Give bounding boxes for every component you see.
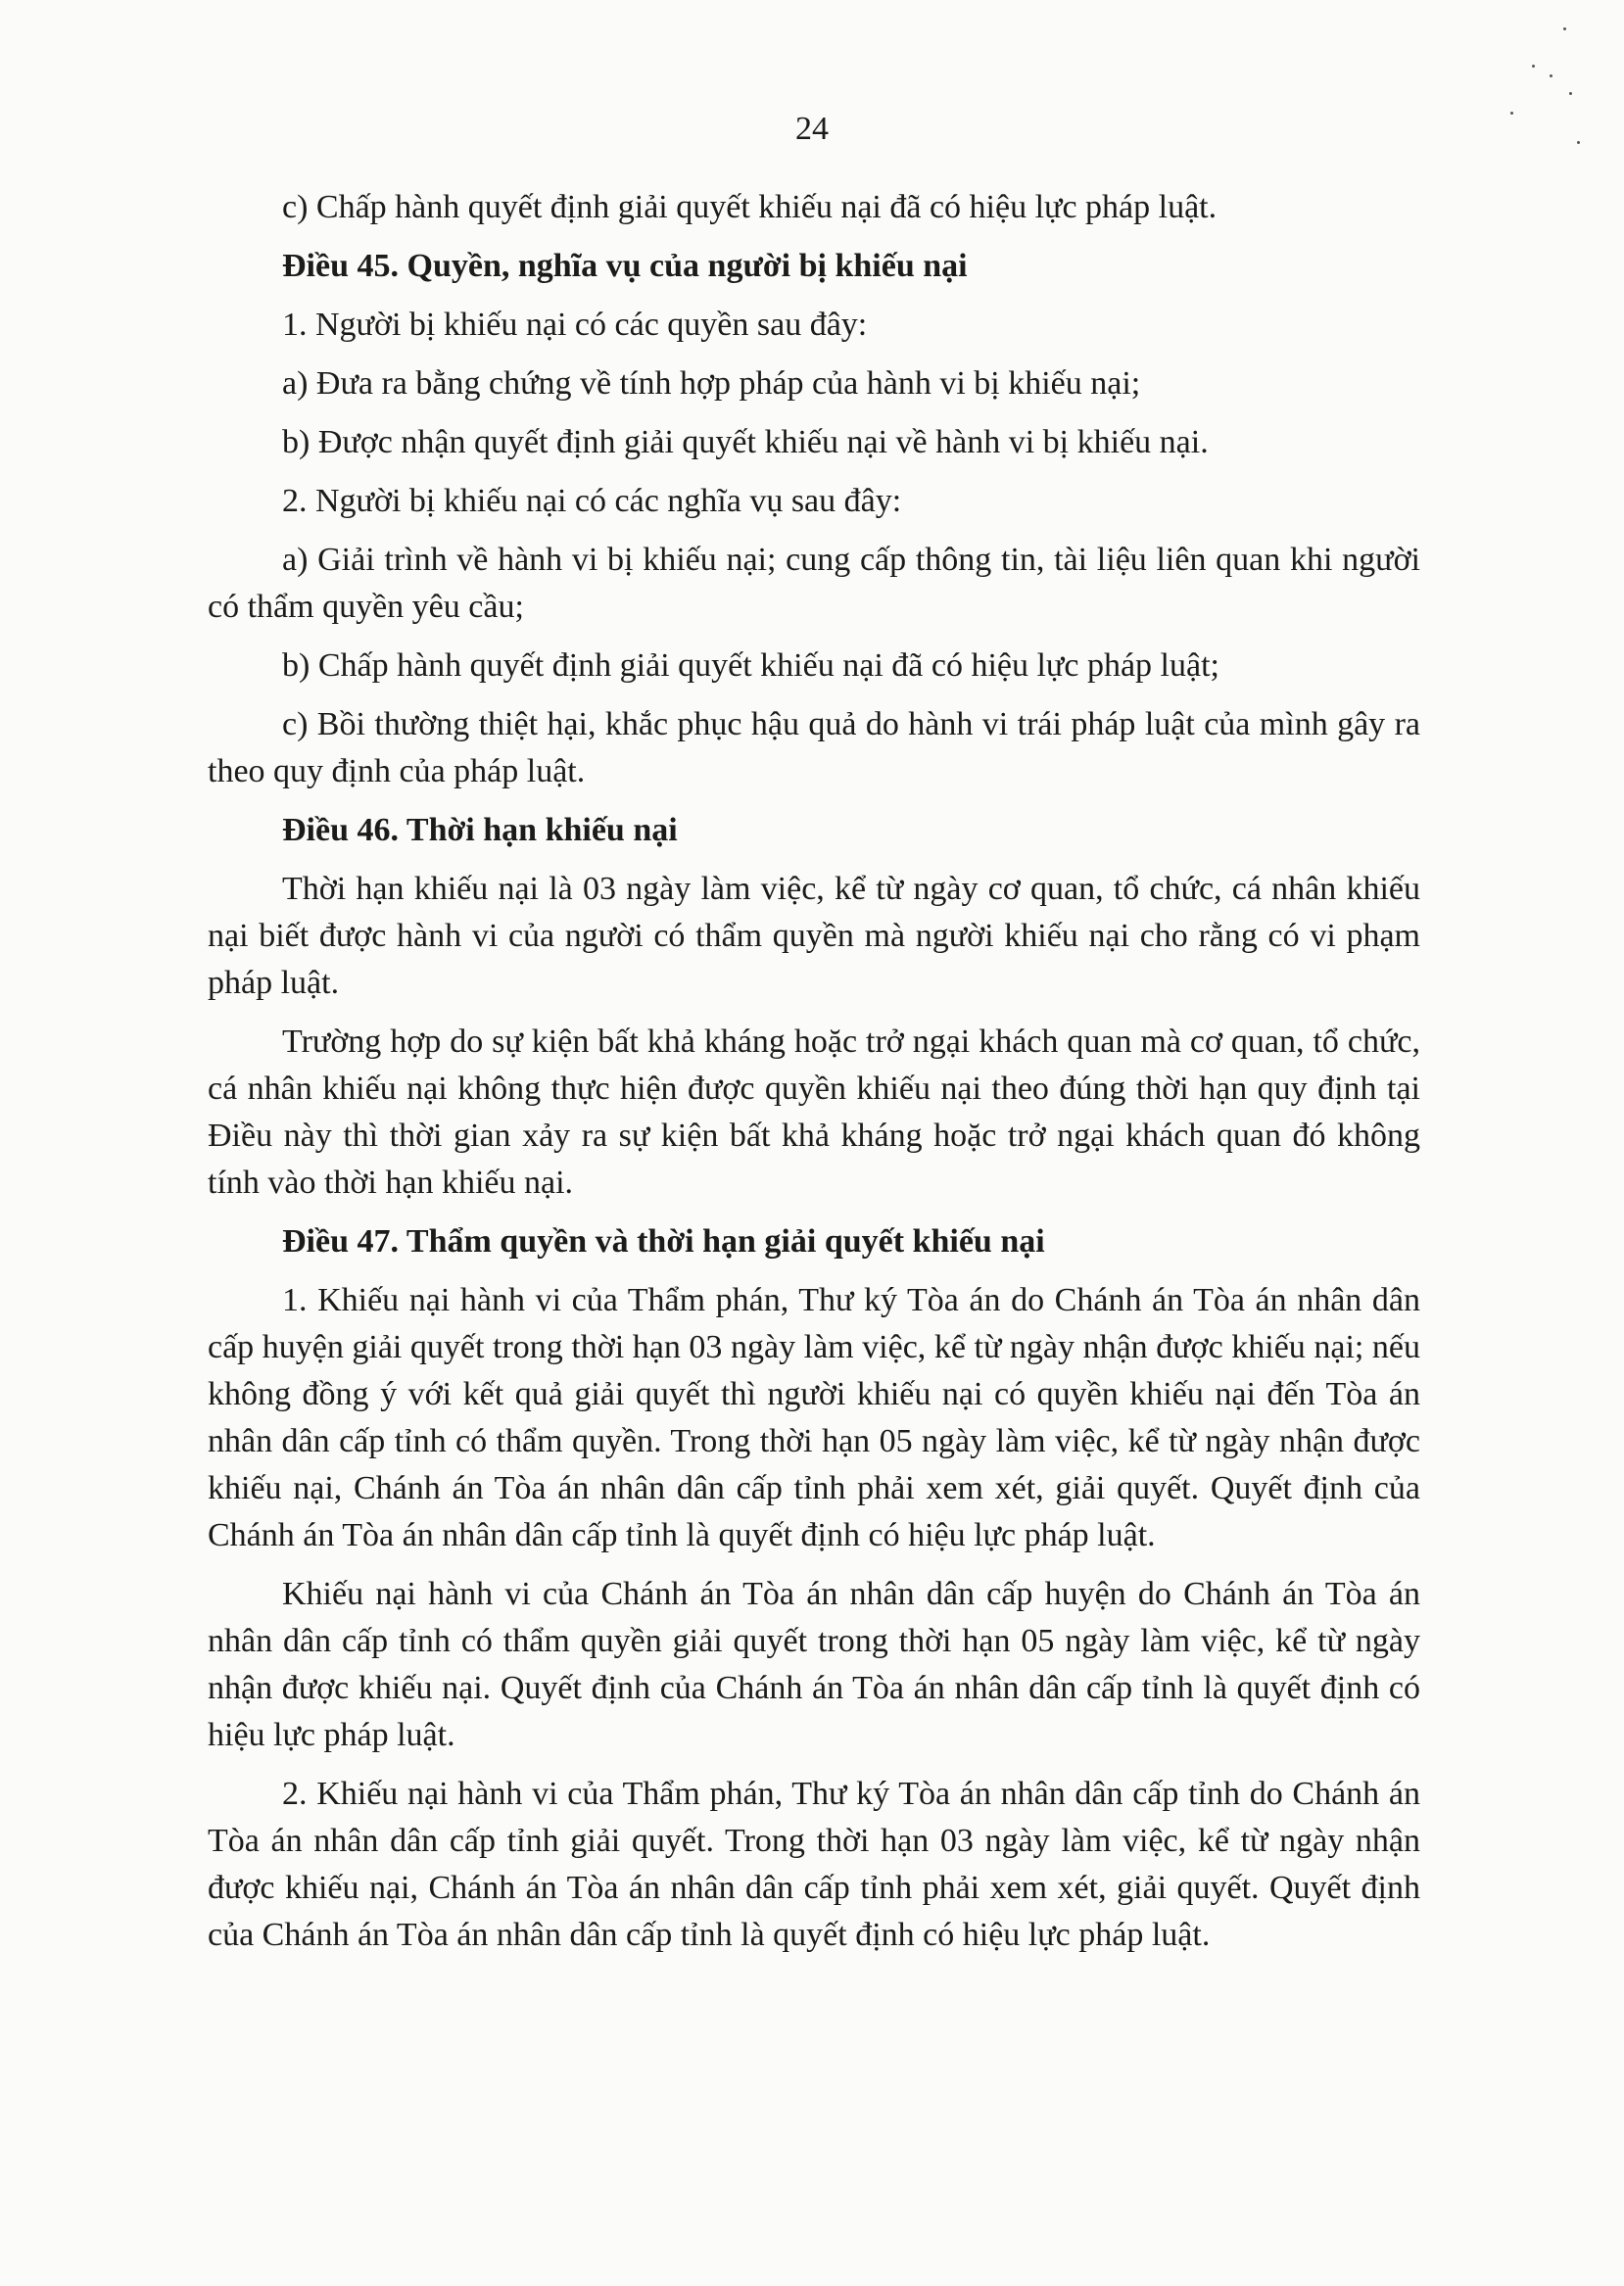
paragraph-duties-intro: 2. Người bị khiếu nại có các nghĩa vụ sau đây: (282, 483, 902, 519)
scan-speck (1550, 74, 1552, 77)
paragraph-provincial-court-complaints: 2. Khiếu nại hành vi của Thẩm phán, Thư ký Tòa án nhân dân cấp tỉnh do Chánh án Tòa án nhân dân cấp tỉnh giải quyết. Trong thời hạn 03 ngày làm việc, kể từ ngày nhận được khiếu nại, Chánh án Tòa án nhân dân cấp tỉnh phải xem xét, giải quyết. Quyết định của Chánh án Tòa án nhân dân cấp tỉnh là quyết định có hiệu lực pháp luật. (208, 1776, 1420, 1953)
paragraph-duty-a: a) Giải trình về hành vi bị khiếu nại; cung cấp thông tin, tài liệu liên quan khi người có thẩm quyền yêu cầu; (208, 542, 1420, 625)
page-number: 24 (795, 111, 829, 147)
paragraph-force-majeure: Trường hợp do sự kiện bất khả kháng hoặc trở ngại khách quan mà cơ quan, tổ chức, cá nhân khiếu nại không thực hiện được quyền khiếu nại theo đúng thời hạn quy định tại Điều này thì thời gian xảy ra sự kiện bất khả kháng hoặc trở ngại khách quan đó không tính vào thời hạn khiếu nại. (208, 1024, 1420, 1201)
scan-speck (1569, 92, 1572, 95)
paragraph-rights-intro: 1. Người bị khiếu nại có các quyền sau đây: (282, 307, 868, 343)
paragraph-right-b: b) Được nhận quyết định giải quyết khiếu nại về hành vi bị khiếu nại. (282, 424, 1209, 460)
scan-speck (1563, 27, 1566, 30)
paragraph-c-enforce-decision: c) Chấp hành quyết định giải quyết khiếu nại đã có hiệu lực pháp luật. (282, 189, 1218, 225)
paragraph-duty-b: b) Chấp hành quyết định giải quyết khiếu nại đã có hiệu lực pháp luật; (282, 647, 1219, 684)
article-47-heading: Điều 47. Thẩm quyền và thời hạn giải quyết khiếu nại (282, 1223, 1045, 1260)
paragraph-district-chief-judge-complaints: Khiếu nại hành vi của Chánh án Tòa án nhân dân cấp huyện do Chánh án Tòa án nhân dân cấp tỉnh có thẩm quyền giải quyết trong thời hạn 05 ngày làm việc, kể từ ngày nhận được khiếu nại. Quyết định của Chánh án Tòa án nhân dân cấp tỉnh là quyết định có hiệu lực pháp luật. (208, 1576, 1420, 1753)
document-body (208, 184, 1420, 1971)
scan-speck (1532, 65, 1535, 68)
paragraph-right-a: a) Đưa ra bằng chứng về tính hợp pháp của hành vi bị khiếu nại; (282, 365, 1141, 402)
article-46-heading: Điều 46. Thời hạn khiếu nại (282, 812, 678, 848)
paragraph-district-court-complaints: 1. Khiếu nại hành vi của Thẩm phán, Thư ký Tòa án do Chánh án Tòa án nhân dân cấp huyện giải quyết trong thời hạn 03 ngày làm việc, kể từ ngày nhận được khiếu nại; nếu không đồng ý với kết quả giải quyết thì người khiếu nại có quyền khiếu nại đến Tòa án nhân dân cấp tỉnh có thẩm quyền. Trong thời hạn 05 ngày làm việc, kể từ ngày nhận được khiếu nại, Chánh án Tòa án nhân dân cấp tỉnh phải xem xét, giải quyết. Quyết định của Chánh án Tòa án nhân dân cấp tỉnh là quyết định có hiệu lực pháp luật. (208, 1282, 1420, 1553)
article-45-heading: Điều 45. Quyền, nghĩa vụ của người bị khiếu nại (282, 248, 968, 284)
paragraph-complaint-deadline: Thời hạn khiếu nại là 03 ngày làm việc, kể từ ngày cơ quan, tổ chức, cá nhân khiếu nại biết được hành vi của người có thẩm quyền mà người khiếu nại cho rằng có vi phạm pháp luật. (208, 871, 1420, 1001)
paragraph-duty-c: c) Bồi thường thiệt hại, khắc phục hậu quả do hành vi trái pháp luật của mình gây ra theo quy định của pháp luật. (208, 706, 1420, 789)
